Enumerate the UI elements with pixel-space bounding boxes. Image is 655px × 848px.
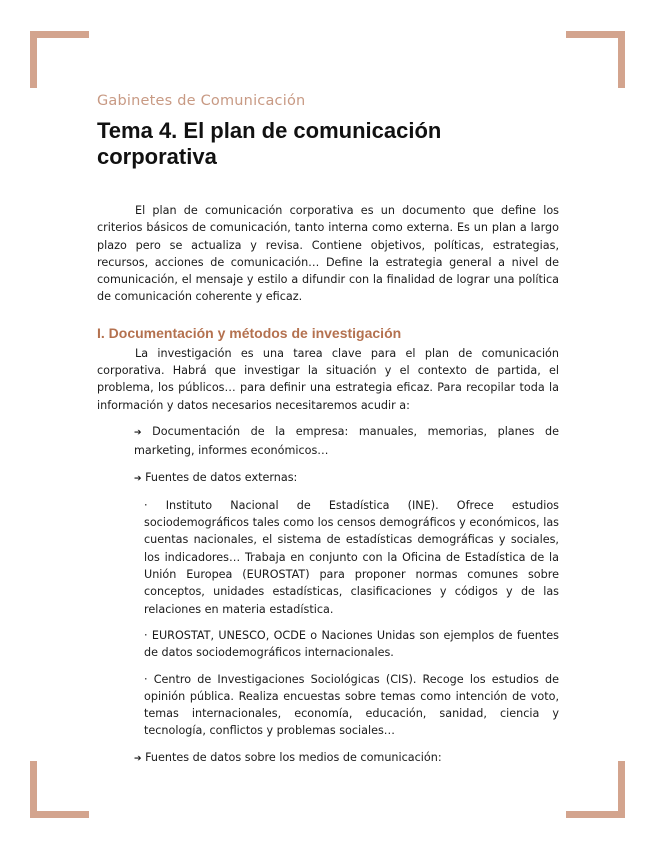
sub-list-item: [144, 671, 559, 740]
bullet-icon: ·: [144, 672, 148, 686]
arrow-icon: ➔: [134, 473, 142, 484]
list-item-text: Documentación de la empresa: manuales, memorias, planes de marketing, informes económicos…: [134, 424, 559, 458]
intro-paragraph: El plan de comunicación corporativa es un documento que define los criterios básicos de comunicación, tanto interna como externa. Es un plan a largo plazo pero se actualiza y revisa. Contiene objetivos, políticas, estrategias, recursos, acciones de comunicación… Define la estrategia general a nivel de comunicación, el mensaje y estilo a difundir con la finalidad de lograr una política de comunicación coherente y eficaz.: [97, 204, 559, 304]
corner-mark-top-right: [566, 31, 625, 88]
list-item: [134, 423, 559, 460]
corner-mark-bottom-right: [566, 761, 625, 818]
section-paragraph: La investigación es una tarea clave para el plan de comunicación corporativa. Habrá que investigar la situación y el contexto de partida, el problema, los públicos… para definir una estrategia eficaz. Para recopilar toda la información y datos necesarios necesitaremos acudir a:: [97, 346, 559, 412]
list-item-text: Fuentes de datos sobre los medios de comunicación:: [145, 750, 442, 764]
list-item: [134, 469, 559, 488]
bullet-icon: ·: [144, 628, 148, 642]
course-kicker: Gabinetes de Comunicación: [97, 93, 306, 109]
section-heading: I. Documentación y métodos de investigación: [97, 324, 402, 341]
list-item-text: Fuentes de datos externas:: [145, 470, 298, 484]
arrow-icon: ➔: [134, 427, 142, 438]
list-item: [134, 749, 559, 768]
sub-list-item: [144, 627, 559, 662]
corner-mark-top-left: [30, 31, 89, 88]
corner-mark-bottom-left: [30, 761, 89, 818]
page-title: Tema 4. El plan de comunicación corporativa: [97, 118, 442, 169]
sub-list-item: [144, 497, 559, 618]
sub-list-item-text: Instituto Nacional de Estadística (INE). Ofrece estudios sociodemográficos tales como los censos demográficos y económicos, las cuentas nacionales, el sistema de estadísticas demográficas y sociales, los indicadores… Trabaja en conjunto con la Oficina de Estadística de la Unión Europea (EUROSTAT) para proponer normas comunes sobre conceptos, unidades estadísticas, clasificaciones y códigos y de las relaciones en materia estadística.: [144, 498, 559, 616]
bullet-icon: ·: [144, 498, 148, 512]
sub-list-item-text: Centro de Investigaciones Sociológicas (CIS). Recoge los estudios de opinión pública. Realiza encuestas sobre temas como intención de voto, temas internacionales, economía, educación, sanidad, ciencia y tecnología, conflictos y problemas sociales…: [144, 672, 559, 738]
arrow-icon: ➔: [134, 753, 142, 764]
sub-list-item-text: EUROSTAT, UNESCO, OCDE o Naciones Unidas son ejemplos de fuentes de datos sociodemográficos internacionales.: [144, 628, 560, 660]
document-page: [97, 93, 559, 768]
